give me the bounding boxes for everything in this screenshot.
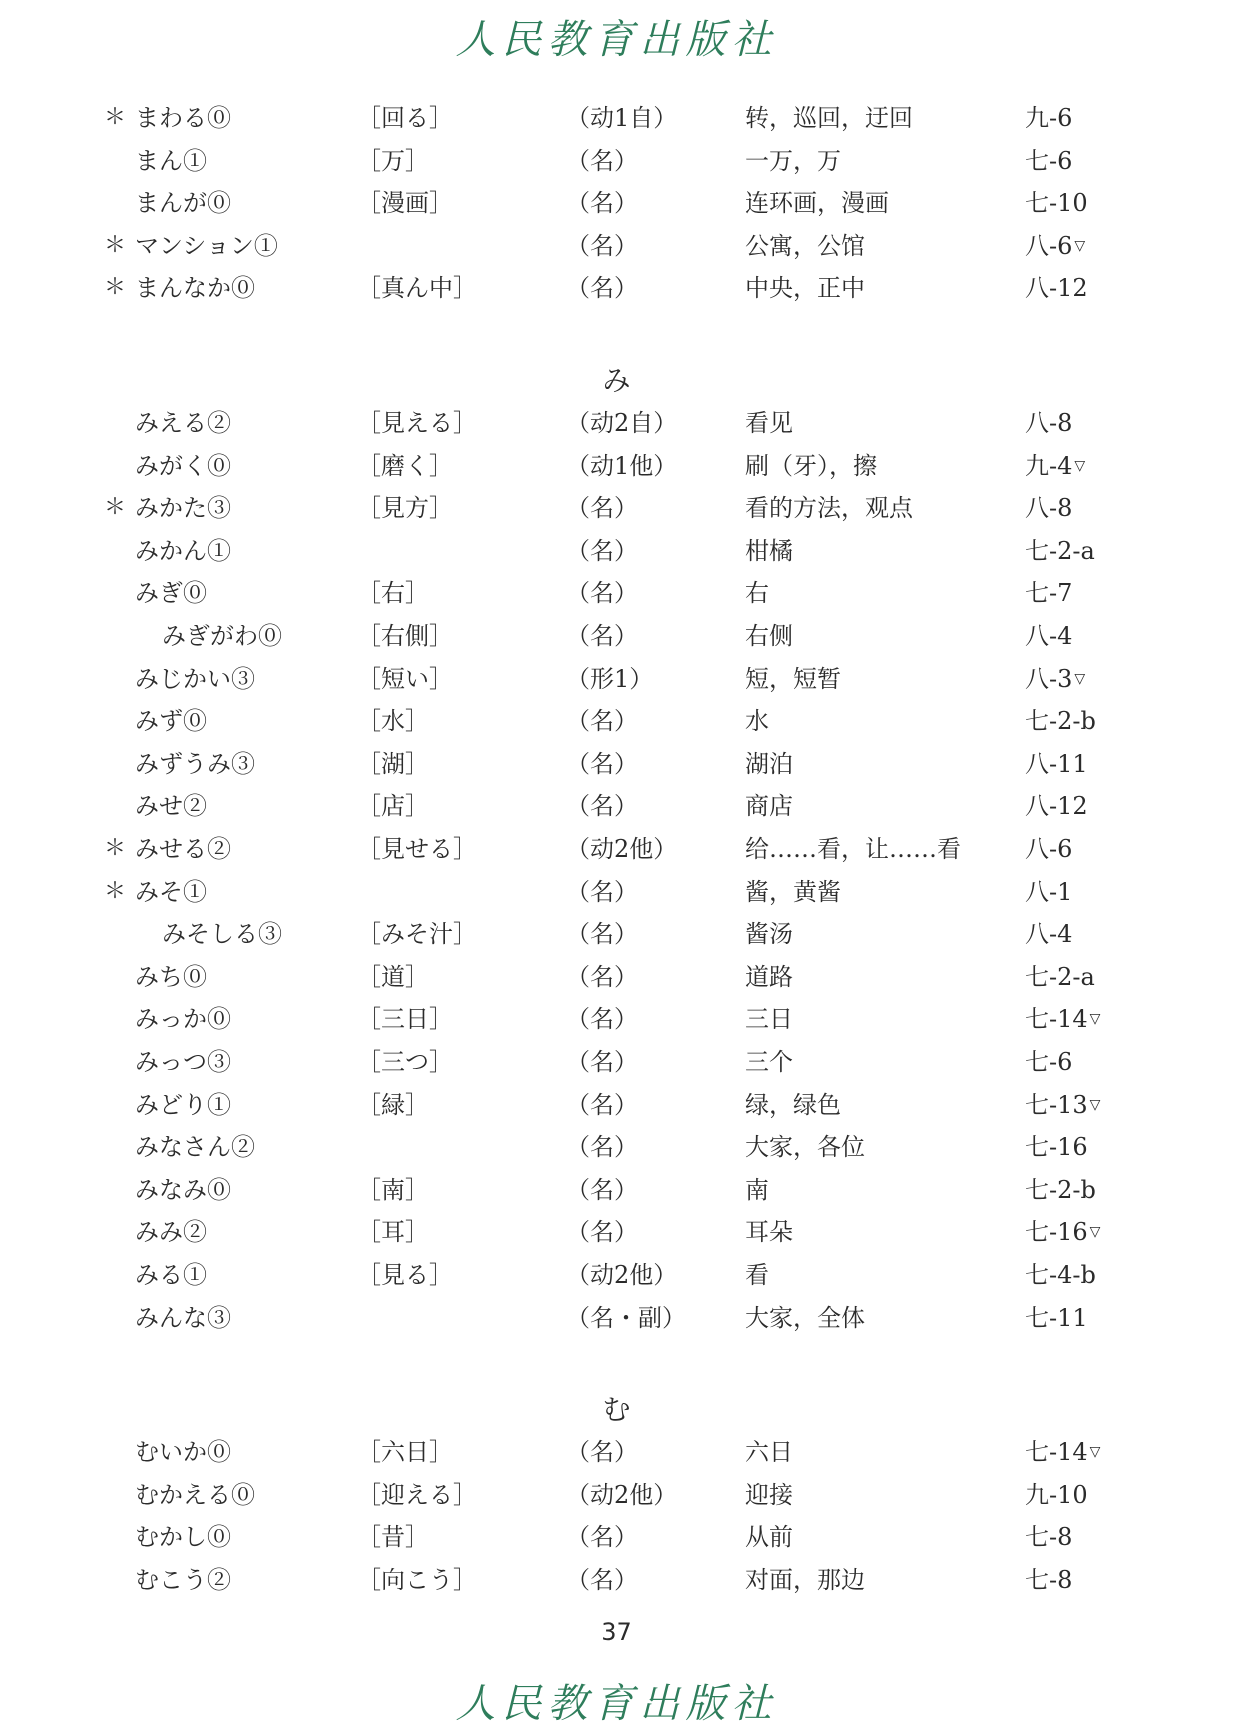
entry-part-of-speech: （名）	[566, 536, 638, 565]
entry-meaning: 南	[745, 1175, 769, 1204]
entry-meaning: 给……看，让……看	[745, 835, 961, 863]
vocab-entry	[0, 143, 1233, 179]
entry-kana: みがく⓪	[135, 451, 231, 480]
entry-part-of-speech: （名・副）	[566, 1303, 686, 1332]
entry-kana: まんが⓪	[135, 189, 231, 218]
entry-lesson	[1025, 533, 1097, 569]
entry-lesson	[1025, 448, 1085, 484]
vocab-entry	[0, 1044, 1233, 1080]
entry-kana: みる①	[135, 1261, 207, 1289]
entry-lesson	[1025, 405, 1074, 441]
entry-lesson	[1025, 661, 1085, 697]
required-mark: ＊	[104, 275, 127, 301]
entry-lesson	[1025, 746, 1090, 782]
entry-kana: むかえる⓪	[135, 1480, 255, 1509]
entry-kana: みぎ⓪	[135, 579, 207, 608]
vocab-entry	[0, 490, 1233, 526]
lesson-text: 八-3	[1025, 664, 1073, 693]
vocab-entry	[0, 270, 1233, 306]
entry-lesson	[1025, 575, 1074, 611]
lesson-text: 八-8	[1025, 494, 1073, 523]
vocab-entry	[0, 959, 1233, 995]
entry-kanji: ［みそ汁］	[357, 920, 477, 949]
vocab-entry	[0, 1562, 1233, 1598]
entry-meaning: 中央，正中	[745, 274, 865, 303]
entry-kana: みみ②	[135, 1218, 207, 1247]
entry-kanji: ［見える］	[357, 409, 477, 437]
entry-lesson	[1025, 874, 1074, 910]
entry-part-of-speech: （形1）	[566, 664, 654, 693]
lesson-text: 七-2-b	[1025, 707, 1096, 736]
entry-kanji: ［磨く］	[357, 451, 453, 480]
entry-meaning: 刷（牙），擦	[745, 451, 877, 480]
vocab-entry	[0, 1257, 1233, 1293]
entry-lesson	[1025, 1257, 1098, 1293]
lesson-text: 七-16	[1025, 1218, 1088, 1247]
vocab-entry	[0, 1477, 1233, 1513]
entry-part-of-speech: （名）	[566, 1523, 638, 1552]
entry-meaning: 柑橘	[745, 536, 793, 565]
entry-part-of-speech: （名）	[566, 1090, 638, 1119]
entry-kana: みそ①	[135, 877, 207, 906]
triangle-mark-icon: ▽	[1074, 670, 1086, 687]
entry-part-of-speech: （名）	[566, 1133, 638, 1162]
entry-part-of-speech: （动2他）	[566, 1480, 678, 1509]
vocab-entry	[0, 1087, 1233, 1123]
lesson-text: 七-6	[1025, 1048, 1073, 1076]
entry-meaning: 商店	[745, 792, 793, 821]
entry-meaning: 看见	[745, 409, 793, 437]
entry-lesson	[1025, 1300, 1090, 1336]
entry-meaning: 短，短暂	[745, 664, 841, 693]
entry-part-of-speech: （名）	[566, 749, 638, 778]
entry-lesson	[1025, 143, 1074, 179]
entry-meaning: 转，巡回，迂回	[745, 104, 913, 132]
entry-meaning: 大家，各位	[745, 1133, 865, 1162]
entry-meaning: 绿，绿色	[745, 1090, 841, 1119]
entry-part-of-speech: （名）	[566, 231, 638, 260]
entry-kanji: ［三日］	[357, 1005, 453, 1034]
entry-kana: みっか⓪	[135, 1005, 231, 1034]
vocab-entry	[0, 618, 1233, 654]
entry-kana: みなさん②	[135, 1133, 255, 1162]
vocab-entry	[0, 448, 1233, 484]
required-mark: ＊	[104, 232, 127, 258]
vocab-entry	[0, 916, 1233, 952]
entry-meaning: 六日	[745, 1438, 793, 1467]
triangle-mark-icon: ▽	[1074, 457, 1086, 474]
lesson-text: 九-4	[1025, 451, 1073, 480]
entry-part-of-speech: （名）	[566, 962, 638, 991]
entry-kanji: ［水］	[357, 707, 429, 736]
lesson-text: 七-16	[1025, 1133, 1088, 1162]
entry-meaning: 耳朵	[745, 1218, 793, 1247]
entry-kana: みち⓪	[135, 962, 207, 991]
required-mark: ＊	[104, 495, 127, 521]
entry-kanji: ［真ん中］	[357, 274, 477, 303]
entry-lesson	[1025, 1519, 1074, 1555]
entry-meaning: 大家，全体	[745, 1303, 865, 1332]
entry-kanji: ［見る］	[357, 1261, 453, 1289]
entry-kana: みなみ⓪	[135, 1175, 231, 1204]
vocab-entry	[0, 1300, 1233, 1336]
entry-lesson	[1025, 916, 1074, 952]
entry-kanji: ［見せる］	[357, 835, 477, 863]
lesson-text: 八-8	[1025, 409, 1073, 437]
entry-kana: みかん①	[135, 536, 231, 565]
lesson-text: 七-11	[1025, 1303, 1088, 1332]
entry-kana: みぎがわ⓪	[162, 622, 282, 650]
lesson-text: 九-10	[1025, 1480, 1088, 1509]
lesson-text: 八-4	[1025, 920, 1073, 949]
entry-kanji: ［六日］	[357, 1438, 453, 1467]
entry-meaning: 看	[745, 1261, 769, 1289]
entry-meaning: 右侧	[745, 622, 793, 650]
entry-part-of-speech: （名）	[566, 1438, 638, 1467]
publisher-logo-top: 人民教育出版社	[455, 17, 778, 63]
entry-kana: みんな③	[135, 1303, 231, 1332]
entry-meaning: 迎接	[745, 1480, 793, 1509]
lesson-text: 八-6	[1025, 231, 1073, 260]
entry-kanji: ［回る］	[357, 104, 453, 132]
lesson-text: 七-14	[1025, 1438, 1088, 1467]
entry-lesson	[1025, 1562, 1074, 1598]
entry-part-of-speech: （名）	[566, 707, 638, 736]
vocab-entry	[0, 1129, 1233, 1165]
lesson-text: 九-6	[1025, 104, 1073, 132]
required-mark: ＊	[104, 105, 127, 130]
entry-kana: みず⓪	[135, 707, 207, 736]
entry-meaning: 酱汤	[745, 920, 793, 949]
entry-lesson	[1025, 185, 1090, 221]
entry-part-of-speech: （名）	[566, 1048, 638, 1076]
entry-lesson	[1025, 1434, 1100, 1470]
vocab-entry	[0, 1434, 1233, 1470]
entry-part-of-speech: （名）	[566, 1005, 638, 1034]
entry-lesson	[1025, 703, 1098, 739]
vocab-entry	[0, 185, 1233, 221]
entry-part-of-speech: （动2自）	[566, 409, 678, 437]
entry-kanji: ［万］	[357, 146, 429, 175]
entry-lesson	[1025, 270, 1090, 306]
entry-part-of-speech: （名）	[566, 1218, 638, 1247]
vocab-entry	[0, 703, 1233, 739]
entry-part-of-speech: （动1自）	[566, 104, 678, 132]
entry-meaning: 道路	[745, 962, 793, 991]
vocab-entry	[0, 746, 1233, 782]
vocab-entry	[0, 575, 1233, 611]
entry-kana: みえる②	[135, 409, 231, 437]
entry-kanji: ［店］	[357, 792, 429, 821]
vocab-entry	[0, 1214, 1233, 1250]
entry-part-of-speech: （名）	[566, 1566, 638, 1594]
entry-kanji: ［緑］	[357, 1090, 429, 1119]
vocab-entry	[0, 228, 1233, 264]
entry-part-of-speech: （名）	[566, 877, 638, 906]
vocab-entry	[0, 788, 1233, 824]
entry-lesson	[1025, 1001, 1100, 1037]
lesson-text: 七-14	[1025, 1005, 1088, 1034]
entry-kana: むいか⓪	[135, 1438, 231, 1467]
vocab-entry	[0, 1519, 1233, 1555]
lesson-text: 八-12	[1025, 274, 1088, 303]
lesson-text: 七-2-a	[1025, 962, 1095, 991]
entry-kanji: ［耳］	[357, 1218, 429, 1247]
entry-meaning: 水	[745, 707, 769, 736]
vocab-entry	[0, 1001, 1233, 1037]
entry-kana: みかた③	[135, 494, 231, 523]
entry-kana: みせ②	[135, 792, 207, 821]
entry-lesson	[1025, 1087, 1100, 1123]
entry-kana: まん①	[135, 146, 207, 175]
lesson-text: 七-8	[1025, 1566, 1073, 1594]
section-heading: み	[602, 364, 631, 397]
entry-meaning: 酱，黄酱	[745, 877, 841, 906]
entry-lesson	[1025, 490, 1074, 526]
entry-kanji: ［道］	[357, 962, 429, 991]
entry-lesson	[1025, 788, 1090, 824]
triangle-mark-icon: ▽	[1089, 1096, 1101, 1113]
entry-lesson	[1025, 1172, 1098, 1208]
entry-part-of-speech: （名）	[566, 494, 638, 523]
entry-part-of-speech: （动2他）	[566, 1261, 678, 1289]
vocab-entry	[0, 874, 1233, 910]
entry-lesson	[1025, 831, 1074, 867]
entry-kana: みせる②	[135, 835, 231, 863]
entry-kana: マンション①	[135, 231, 278, 260]
entry-part-of-speech: （名）	[566, 1175, 638, 1204]
vocab-entry	[0, 405, 1233, 441]
entry-part-of-speech: （名）	[566, 146, 638, 175]
entry-kanji: ［南］	[357, 1175, 429, 1204]
entry-kanji: ［迎える］	[357, 1480, 477, 1509]
entry-kana: まんなか⓪	[135, 274, 255, 303]
vocab-entry	[0, 1172, 1233, 1208]
entry-meaning: 湖泊	[745, 749, 793, 778]
lesson-text: 八-12	[1025, 792, 1088, 821]
entry-lesson	[1025, 1214, 1100, 1250]
lesson-text: 八-11	[1025, 749, 1088, 778]
entry-meaning: 右	[745, 579, 769, 608]
entry-kana: むかし⓪	[135, 1523, 231, 1552]
entry-kana: みどり①	[135, 1090, 231, 1119]
section-heading: む	[602, 1393, 631, 1427]
entry-kanji: ［見方］	[357, 494, 453, 523]
entry-lesson	[1025, 100, 1074, 136]
triangle-mark-icon: ▽	[1089, 1224, 1101, 1241]
page-number: 37	[601, 1618, 632, 1646]
lesson-text: 七-7	[1025, 579, 1073, 608]
entry-lesson	[1025, 1044, 1074, 1080]
triangle-mark-icon: ▽	[1074, 237, 1086, 254]
lesson-text: 七-2-a	[1025, 536, 1095, 565]
entry-kanji: ［向こう］	[357, 1566, 477, 1594]
entry-lesson	[1025, 959, 1097, 995]
entry-kanji: ［右］	[357, 579, 429, 608]
entry-part-of-speech: （名）	[566, 920, 638, 949]
entry-part-of-speech: （名）	[566, 792, 638, 821]
vocab-entry	[0, 533, 1233, 569]
entry-part-of-speech: （动2他）	[566, 835, 678, 863]
required-mark: ＊	[104, 836, 127, 861]
vocab-entry	[0, 831, 1233, 867]
lesson-text: 八-4	[1025, 622, 1073, 650]
entry-meaning: 从前	[745, 1523, 793, 1552]
lesson-text: 八-6	[1025, 835, 1073, 863]
entry-part-of-speech: （名）	[566, 189, 638, 218]
entry-part-of-speech: （名）	[566, 274, 638, 303]
entry-meaning: 对面，那边	[745, 1566, 865, 1594]
triangle-mark-icon: ▽	[1089, 1444, 1101, 1461]
lesson-text: 七-4-b	[1025, 1261, 1096, 1289]
triangle-mark-icon: ▽	[1089, 1011, 1101, 1028]
entry-kana: みそしる③	[162, 920, 282, 949]
entry-part-of-speech: （动1他）	[566, 451, 678, 480]
entry-kanji: ［昔］	[357, 1523, 429, 1552]
lesson-text: 七-6	[1025, 146, 1073, 175]
entry-kanji: ［三つ］	[357, 1048, 453, 1076]
entry-kana: みっつ③	[135, 1048, 231, 1076]
entry-meaning: 看的方法，观点	[745, 494, 913, 523]
lesson-text: 七-10	[1025, 189, 1088, 218]
entry-kanji: ［漫画］	[357, 189, 453, 218]
publisher-logo-bottom: 人民教育出版社	[455, 1681, 778, 1727]
vocab-entry	[0, 100, 1233, 136]
entry-kana: みずうみ③	[135, 749, 255, 778]
entry-kana: みじかい③	[135, 664, 255, 693]
entry-kanji: ［湖］	[357, 749, 429, 778]
entry-meaning: 连环画，漫画	[745, 189, 889, 218]
entry-kanji: ［短い］	[357, 664, 453, 693]
entry-kana: まわる⓪	[135, 104, 231, 132]
entry-kanji: ［右側］	[357, 622, 453, 650]
entry-lesson	[1025, 228, 1085, 264]
entry-lesson	[1025, 1477, 1090, 1513]
entry-meaning: 一万，万	[745, 146, 841, 175]
entry-lesson	[1025, 618, 1074, 654]
vocab-entry	[0, 661, 1233, 697]
required-mark: ＊	[104, 878, 127, 904]
entry-meaning: 三日	[745, 1005, 793, 1034]
entry-lesson	[1025, 1129, 1090, 1165]
lesson-text: 八-1	[1025, 877, 1073, 906]
entry-meaning: 三个	[745, 1048, 793, 1076]
lesson-text: 七-2-b	[1025, 1175, 1096, 1204]
lesson-text: 七-13	[1025, 1090, 1088, 1119]
entry-meaning: 公寓，公馆	[745, 231, 865, 260]
lesson-text: 七-8	[1025, 1523, 1073, 1552]
entry-part-of-speech: （名）	[566, 622, 638, 650]
entry-part-of-speech: （名）	[566, 579, 638, 608]
entry-kana: むこう②	[135, 1566, 231, 1594]
